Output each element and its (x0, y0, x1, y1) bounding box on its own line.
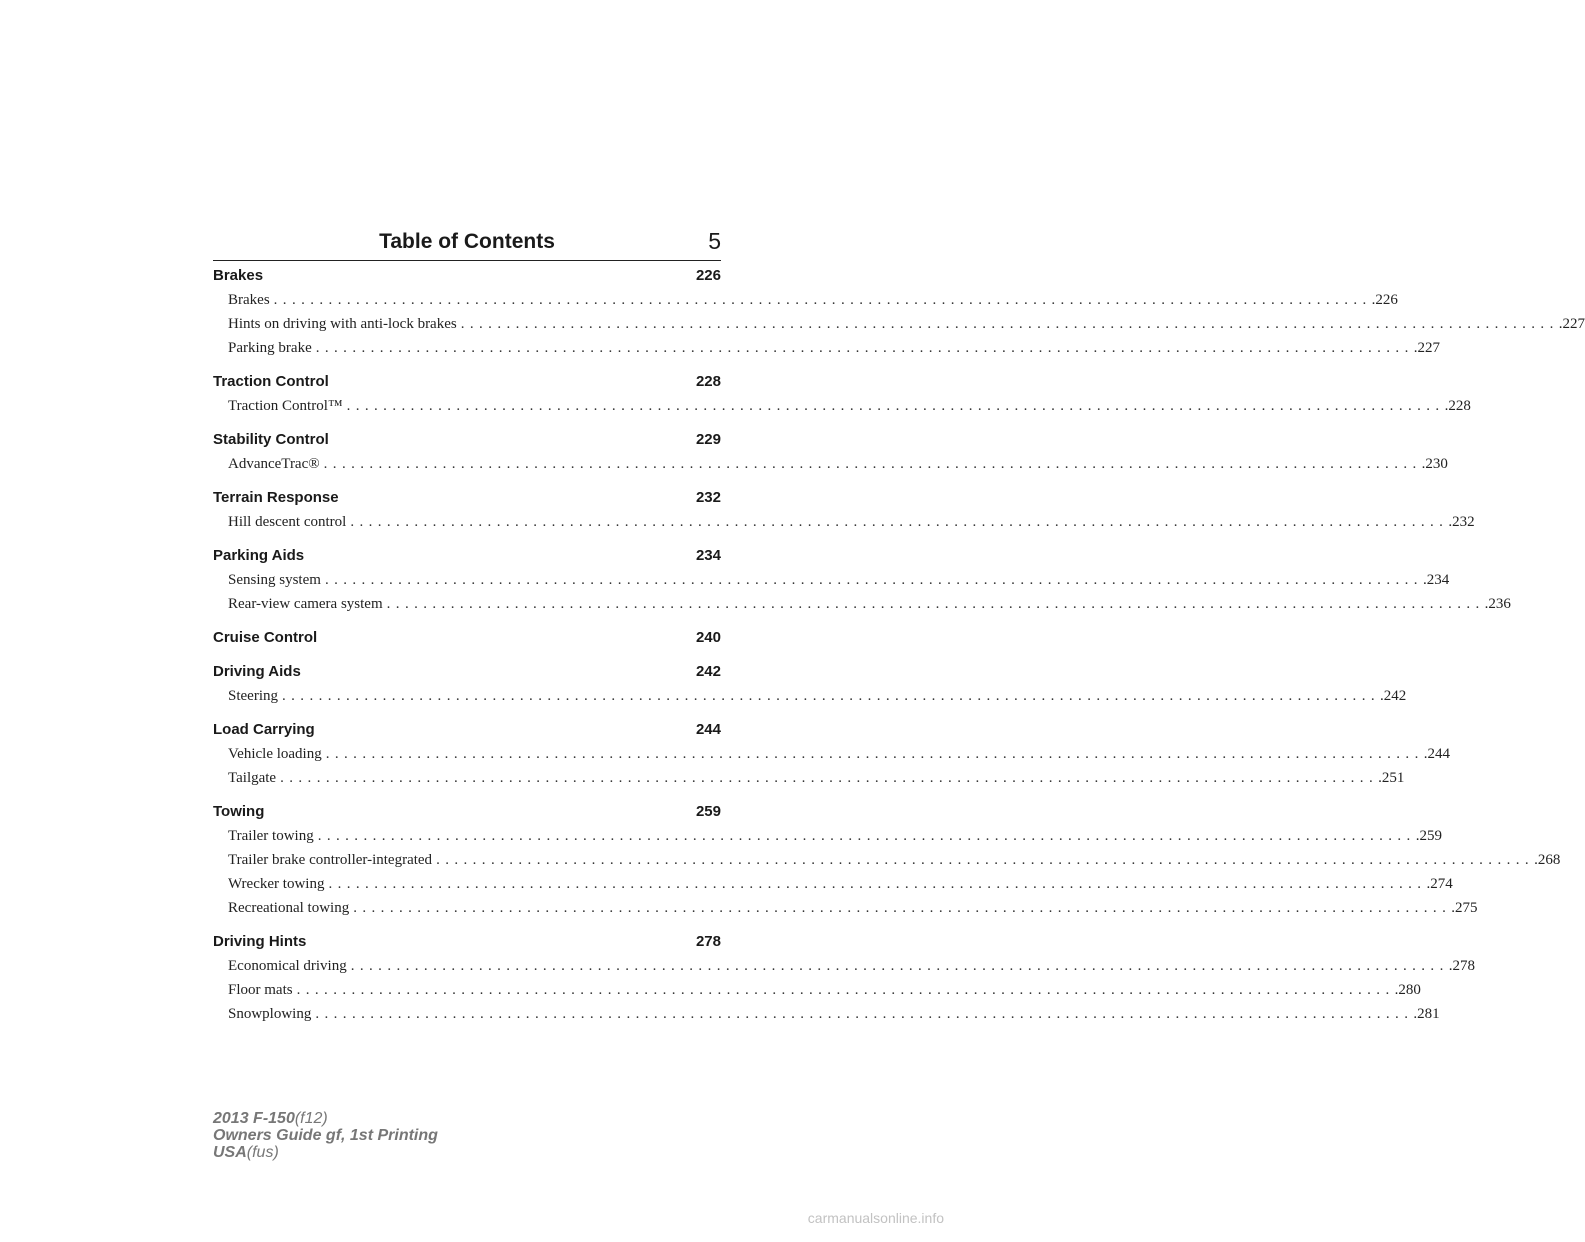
section-title: Load Carrying (213, 721, 315, 738)
entry-title: Rear-view camera system (228, 596, 383, 612)
section-page: 244 (695, 721, 721, 738)
entry-page: .227 (1558, 316, 1585, 332)
toc-entry[interactable] (213, 510, 1475, 534)
section-page: 259 (695, 803, 721, 820)
section-page: 226 (695, 267, 721, 284)
toc-entry[interactable] (213, 824, 1442, 848)
toc-section (213, 370, 1471, 418)
toc-section (213, 544, 1511, 616)
toc-section (213, 718, 1450, 790)
section-page: 234 (695, 547, 721, 564)
entry-page: .232 (1448, 514, 1475, 530)
entry-page: .226 (1371, 292, 1398, 308)
section-title: Brakes (213, 267, 264, 284)
footer-line-1 (213, 1110, 438, 1127)
toc-entry[interactable] (213, 872, 1453, 896)
dot-leader: ........................................................................................................................ (315, 1006, 1414, 1022)
section-heading[interactable] (213, 486, 721, 510)
dot-leader: ........................................................................................................................ (386, 596, 1485, 612)
entry-page: .227 (1413, 340, 1440, 356)
section-heading[interactable] (213, 718, 721, 742)
table-of-contents (213, 264, 1585, 1036)
section-title: Driving Hints (213, 933, 307, 950)
page-title: Table of Contents (379, 230, 555, 253)
entry-page: .251 (1378, 770, 1405, 786)
toc-entry[interactable] (213, 452, 1448, 476)
entry-title: Floor mats (228, 982, 293, 998)
entry-title: Hill descent control (228, 514, 347, 530)
toc-entry[interactable] (213, 568, 1450, 592)
entry-title: Wrecker towing (228, 876, 325, 892)
entry-title: Vehicle loading (228, 746, 322, 762)
page-header (213, 228, 721, 261)
toc-section (213, 626, 721, 650)
toc-entry[interactable] (213, 766, 1405, 790)
dot-leader: ........................................................................................................................ (353, 900, 1452, 916)
entry-page: .242 (1380, 688, 1407, 704)
toc-entry[interactable] (213, 1002, 1440, 1026)
entry-title: Trailer towing (228, 828, 314, 844)
entry-page: .234 (1422, 572, 1450, 588)
toc-entry[interactable] (213, 336, 1440, 360)
toc-entry[interactable] (213, 848, 1561, 872)
toc-section (213, 930, 1475, 1026)
toc-entry[interactable] (213, 954, 1475, 978)
section-page: 240 (695, 629, 721, 646)
entry-title: Hints on driving with anti-lock brakes (228, 316, 457, 332)
entry-page: .274 (1426, 876, 1453, 892)
dot-leader: ........................................................................................................................ (436, 852, 1535, 868)
dot-leader: ........................................................................................................................ (317, 828, 1416, 844)
section-heading[interactable] (213, 428, 721, 452)
footer-market-code: (fus) (246, 1144, 279, 1161)
toc-section (213, 660, 1407, 708)
section-title: Parking Aids (213, 547, 305, 564)
section-title: Traction Control (213, 373, 329, 390)
entry-title: Steering (228, 688, 278, 704)
entry-page: .281 (1413, 1006, 1440, 1022)
section-heading[interactable] (213, 660, 721, 684)
dot-leader: ........................................................................................................................ (315, 340, 1414, 356)
section-page: 278 (695, 933, 721, 950)
section-title: Driving Aids (213, 663, 301, 680)
entry-title: Tailgate (228, 770, 277, 786)
dot-leader: ........................................................................................................................ (282, 688, 1380, 704)
entry-page: .275 (1451, 900, 1478, 916)
entry-page: .230 (1421, 456, 1448, 472)
section-page: 242 (695, 663, 721, 680)
section-heading[interactable] (213, 264, 721, 288)
entry-title: AdvanceTrac® (228, 456, 320, 472)
footer-model-code: (f12) (294, 1110, 328, 1127)
toc-entry[interactable] (213, 288, 1398, 312)
page-number: 5 (708, 228, 721, 254)
toc-entry[interactable] (213, 394, 1471, 418)
toc-section (213, 800, 1561, 920)
section-heading[interactable] (213, 930, 721, 954)
entry-title: Economical driving (228, 958, 347, 974)
section-page: 228 (695, 373, 721, 390)
dot-leader: ........................................................................................................................ (350, 514, 1449, 530)
toc-entry[interactable] (213, 742, 1450, 766)
dot-leader: ........................................................................................................................ (324, 572, 1423, 588)
section-page: 229 (695, 431, 721, 448)
footer (213, 1110, 438, 1161)
entry-page: .228 (1444, 398, 1471, 414)
footer-market: USA (213, 1144, 247, 1161)
entry-title: Recreational towing (228, 900, 350, 916)
dot-leader: ........................................................................................................................ (346, 398, 1445, 414)
toc-section (213, 486, 1475, 534)
section-heading[interactable] (213, 370, 721, 394)
dot-leader: ........................................................................................................................ (460, 316, 1559, 332)
section-page: 232 (695, 489, 721, 506)
dot-leader: ........................................................................................................................ (323, 456, 1422, 472)
dot-leader: ........................................................................................................................ (280, 770, 1379, 786)
entry-page: .280 (1394, 982, 1421, 998)
dot-leader: ........................................................................................................................ (350, 958, 1449, 974)
entry-page: .268 (1534, 852, 1561, 868)
toc-entry[interactable] (213, 978, 1421, 1002)
section-title: Terrain Response (213, 489, 339, 506)
section-heading[interactable] (213, 800, 721, 824)
toc-entry[interactable] (213, 312, 1585, 336)
dot-leader: ........................................................................................................................ (328, 876, 1427, 892)
entry-title: Parking brake (228, 340, 312, 356)
entry-page: .278 (1448, 958, 1475, 974)
entry-title: Traction Control™ (228, 398, 343, 414)
footer-model: 2013 F-150 (213, 1110, 295, 1127)
footer-line-3 (213, 1144, 438, 1161)
section-heading[interactable] (213, 626, 721, 650)
toc-entry[interactable] (213, 592, 1511, 616)
section-title: Towing (213, 803, 265, 820)
toc-entry[interactable] (213, 896, 1478, 920)
entry-page: .244 (1423, 746, 1450, 762)
toc-section (213, 428, 1448, 476)
section-heading[interactable] (213, 544, 721, 568)
section-title: Stability Control (213, 431, 329, 448)
toc-entry[interactable] (213, 684, 1407, 708)
footer-line-2: Owners Guide gf, 1st Printing (213, 1127, 438, 1144)
entry-title: Trailer brake controller-integrated (228, 852, 433, 868)
toc-section (213, 264, 1585, 360)
entry-page: .236 (1484, 596, 1511, 612)
entry-title: Snowplowing (228, 1006, 312, 1022)
dot-leader: ........................................................................................................................ (325, 746, 1424, 762)
entry-title: Sensing system (228, 572, 321, 588)
watermark: carmanualsonline.info (807, 1210, 944, 1226)
dot-leader: ........................................................................................................................ (296, 982, 1395, 998)
entry-page: .259 (1415, 828, 1442, 844)
section-title: Cruise Control (213, 629, 318, 646)
entry-title: Brakes (228, 292, 270, 308)
dot-leader: ........................................................................................................................ (273, 292, 1372, 308)
